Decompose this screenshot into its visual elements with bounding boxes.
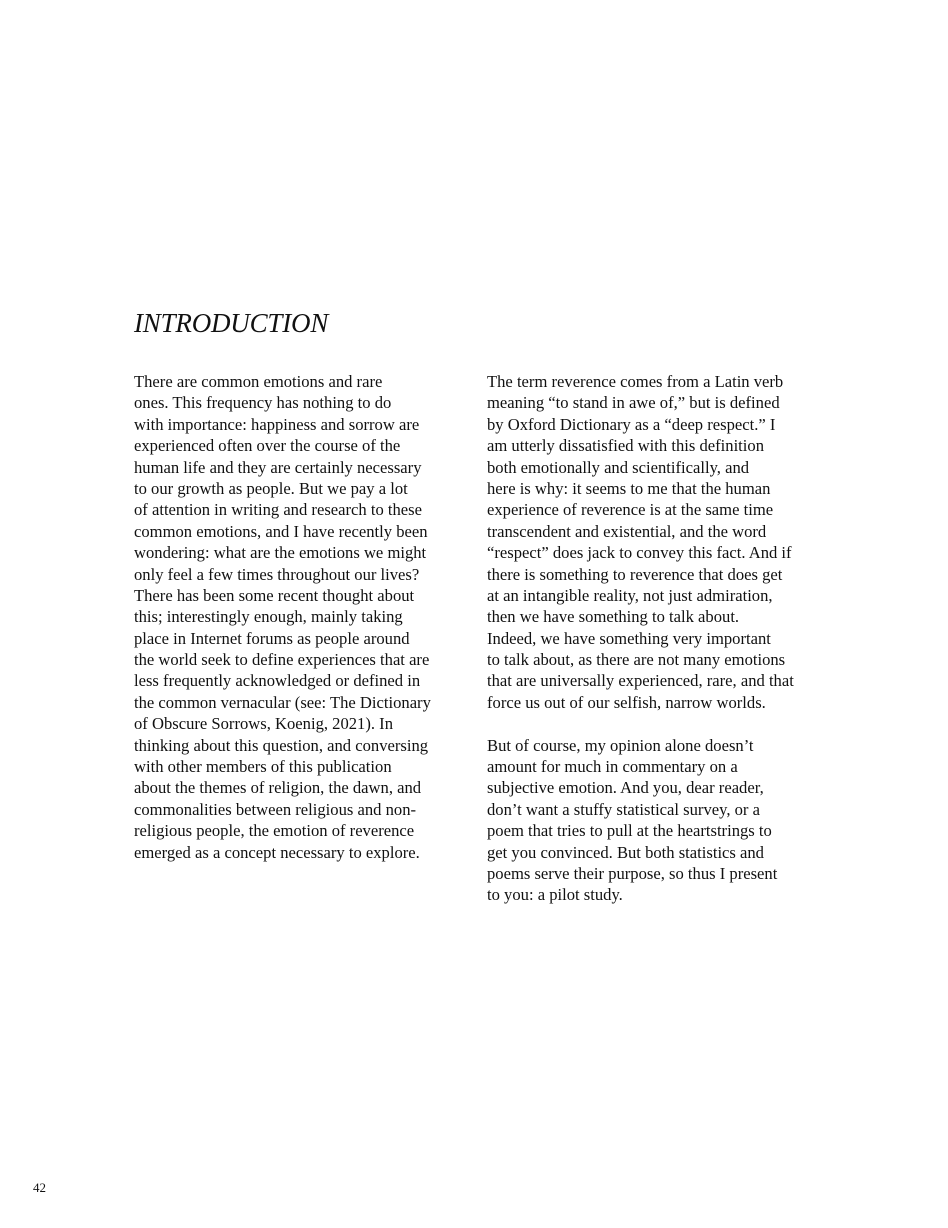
text-line: poem that tries to pull at the heartstrings to bbox=[487, 821, 772, 841]
text-line: force us out of our selfish, narrow worlds. bbox=[487, 692, 766, 712]
text-line: Indeed, we have something very important bbox=[487, 628, 771, 648]
paragraph-1 bbox=[487, 371, 827, 713]
left-column bbox=[134, 371, 464, 863]
text-line: less frequently acknowledged or defined in bbox=[134, 671, 421, 691]
text-line: amount for much in commentary on a bbox=[487, 757, 738, 777]
text-line: that are universally experienced, rare, and that bbox=[487, 671, 794, 691]
section-title: INTRODUCTION bbox=[134, 308, 329, 338]
text-line: wondering: what are the emotions we might bbox=[134, 543, 427, 563]
text-line: there is something to reverence that does get bbox=[487, 564, 783, 584]
text-line: thinking about this question, and conversing bbox=[134, 735, 429, 755]
text-line: meaning “to stand in awe of,” but is defined bbox=[487, 393, 780, 413]
text-line: with importance: happiness and sorrow are bbox=[134, 414, 420, 434]
text-line: here is why: it seems to me that the human bbox=[487, 478, 771, 498]
page-number: 42 bbox=[33, 1180, 46, 1195]
text-line: human life and they are certainly necessary bbox=[134, 457, 422, 477]
text-line: then we have something to talk about. bbox=[487, 607, 740, 627]
text-line: commonalities between religious and non- bbox=[134, 799, 417, 819]
paragraph-2 bbox=[487, 735, 827, 906]
text-line: by Oxford Dictionary as a “deep respect.” I bbox=[487, 414, 776, 434]
text-line: the common vernacular (see: The Dictionary bbox=[134, 692, 431, 712]
text-line: about the themes of religion, the dawn, and bbox=[134, 778, 422, 798]
right-column bbox=[487, 371, 827, 906]
text-line: religious people, the emotion of reverence bbox=[134, 821, 415, 841]
text-line: experience of reverence is at the same time bbox=[487, 500, 774, 520]
text-line: ones. This frequency has nothing to do bbox=[134, 393, 392, 413]
text-line: poems serve their purpose, so thus I present bbox=[487, 863, 778, 883]
text-line: both emotionally and scientifically, and bbox=[487, 457, 750, 477]
text-line: There are common emotions and rare bbox=[134, 372, 383, 391]
text-line: to you: a pilot study. bbox=[487, 885, 623, 905]
text-line: “respect” does jack to convey this fact. And if bbox=[487, 543, 792, 563]
text-line: There has been some recent thought about bbox=[134, 585, 415, 605]
text-line: with other members of this publication bbox=[134, 757, 392, 777]
text-line: But of course, my opinion alone doesn’t bbox=[487, 735, 754, 755]
text-line: to our growth as people. But we pay a lot bbox=[134, 478, 408, 498]
text-line: at an intangible reality, not just admiration, bbox=[487, 585, 773, 605]
text-line: this; interestingly enough, mainly taking bbox=[134, 607, 403, 627]
text-line: am utterly dissatisfied with this definition bbox=[487, 436, 764, 456]
text-line: transcendent and existential, and the word bbox=[487, 521, 767, 541]
text-line: get you convinced. But both statistics and bbox=[487, 842, 764, 862]
text-line: experienced often over the course of the bbox=[134, 436, 401, 456]
text-line: of Obscure Sorrows, Koenig, 2021). In bbox=[134, 714, 394, 734]
text-line: common emotions, and I have recently been bbox=[134, 521, 428, 541]
text-line: The term reverence comes from a Latin verb bbox=[487, 372, 784, 391]
text-line: only feel a few times throughout our lives? bbox=[134, 564, 420, 584]
text-line: the world seek to define experiences that are bbox=[134, 650, 430, 670]
text-line: place in Internet forums as people around bbox=[134, 628, 410, 648]
text-line: to talk about, as there are not many emotions bbox=[487, 650, 786, 670]
text-line: of attention in writing and research to these bbox=[134, 500, 422, 520]
text-line: emerged as a concept necessary to explore. bbox=[134, 842, 420, 862]
paragraph-gap bbox=[487, 713, 827, 734]
text-line: don’t want a stuffy statistical survey, or a bbox=[487, 799, 760, 819]
text-line: subjective emotion. And you, dear reader, bbox=[487, 778, 764, 798]
